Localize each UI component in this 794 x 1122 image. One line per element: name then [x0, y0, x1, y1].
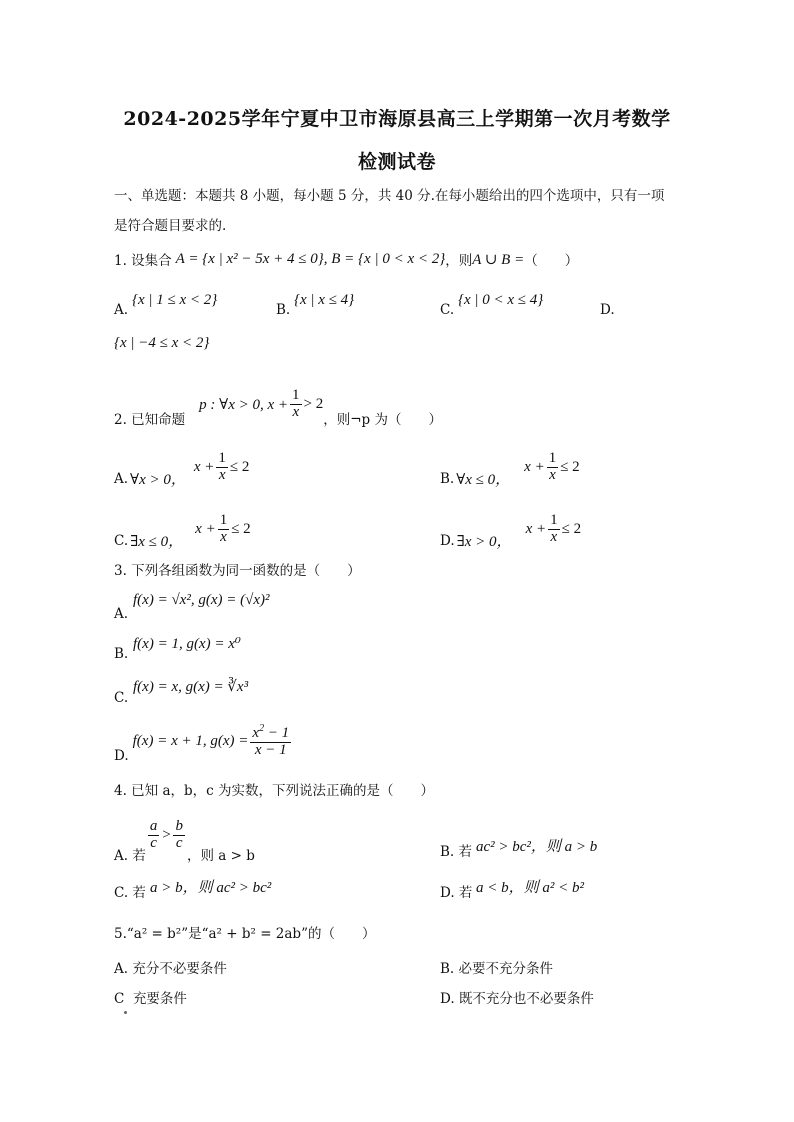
q3-option-a-label: A.	[114, 606, 129, 622]
question-number: 2. 已知命题	[114, 412, 186, 428]
question-5: 5.“a² = b²”是“a² + b² = 2ab”的（ ）	[114, 926, 376, 942]
q1-option-c: {x | 0 < x ≤ 4}	[458, 292, 544, 308]
q3-option-d: D. f(x) = x + 1, g(x) = $\frac{x^2 - 1}{x - 1}$	[114, 722, 290, 764]
q5-option-b: B. 必要不充分条件	[440, 961, 554, 977]
q5-option-c: C 充要条件	[114, 991, 187, 1007]
proposition: p : ∀x > 0, x +	[199, 396, 289, 413]
q4-option-b-label: B. 若	[440, 844, 473, 860]
q2-option-a: A. ∀x > 0， x + $\frac{1}{x}$ ≤ 2	[114, 450, 250, 488]
q1-option-d-label: D.	[600, 302, 615, 318]
q4-option-d: a < b，则 a² < b²	[476, 880, 584, 896]
question-1	[114, 249, 578, 269]
q1-option-d: {x | −4 ≤ x < 2}	[114, 335, 210, 351]
answer-paren: （ ）	[524, 253, 579, 269]
q1-option-b: {x | x ≤ 4}	[294, 292, 355, 308]
question-tail: ，则¬p 为（ ）	[323, 412, 442, 428]
q2-option-b: B. ∀x ≤ 0， x + $\frac{1}{x}$ ≤ 2	[440, 450, 580, 488]
q4-option-a: A. 若 $\frac{a}{c}$ > $\frac{b}{c}$ ，则 a > b	[114, 817, 255, 864]
page-title: 2024-2025学年宁夏中卫市海原县高三上学期第一次月考数学	[123, 108, 671, 130]
question-connector: ，则	[445, 253, 473, 269]
q4-option-c: a > b，则 ac² > bc²	[150, 880, 272, 896]
union-expression: A ∪ B =	[472, 251, 525, 268]
page-subtitle: 检测试卷	[357, 151, 436, 173]
q3-option-b-label: B.	[114, 646, 129, 662]
q4-option-c-label: C. 若	[114, 885, 146, 901]
section-instruction-line1: 一、单选题：本题共 8 小题，每小题 5 分，共 40 分.在每小题给出的四个选项中，只有一项	[114, 188, 665, 204]
q5-option-a: A. 充分不必要条件	[114, 961, 227, 977]
q3-option-c: f(x) = x, g(x) = ∛x³	[133, 679, 249, 695]
q3-option-a: f(x) = √x², g(x) = (√x)²	[133, 592, 270, 608]
q4-option-b: ac² > bc²，则 a > b	[476, 839, 598, 855]
q3-option-c-label: C.	[114, 690, 129, 706]
q1-option-a: {x | 1 ≤ x < 2}	[132, 292, 218, 308]
stray-dot	[124, 1011, 127, 1014]
question-number: 1. 设集合	[114, 253, 172, 269]
q1-option-c-label: C.	[440, 302, 455, 318]
q1-option-a-label: A.	[114, 302, 129, 318]
q1-option-b-label: B.	[276, 302, 291, 318]
q5-option-d: D. 既不充分也不必要条件	[440, 991, 594, 1007]
q2-option-d: D. ∃x > 0， x + $\frac{1}{x}$ ≤ 2	[440, 512, 582, 550]
question-3: 3. 下列各组函数为同一函数的是（ ）	[114, 563, 361, 579]
set-definition: A = {x | x² − 5x + 4 ≤ 0}, B = {x | 0 < x < 2}	[175, 250, 446, 267]
question-2: 2. 已知命题 p : ∀x > 0, x + $\frac{1}{x}$ > 2 ，则¬p 为（ ）	[114, 386, 442, 428]
q4-option-d-label: D. 若	[440, 885, 473, 901]
q2-option-c: C. ∃x ≤ 0， x + $\frac{1}{x}$ ≤ 2	[114, 512, 251, 550]
question-4: 4. 已知 a，b，c 为实数，下列说法正确的是（ ）	[114, 783, 435, 799]
section-instruction-line2: 是符合题目要求的.	[114, 218, 227, 234]
q3-option-b: f(x) = 1, g(x) = x⁰	[133, 636, 241, 652]
